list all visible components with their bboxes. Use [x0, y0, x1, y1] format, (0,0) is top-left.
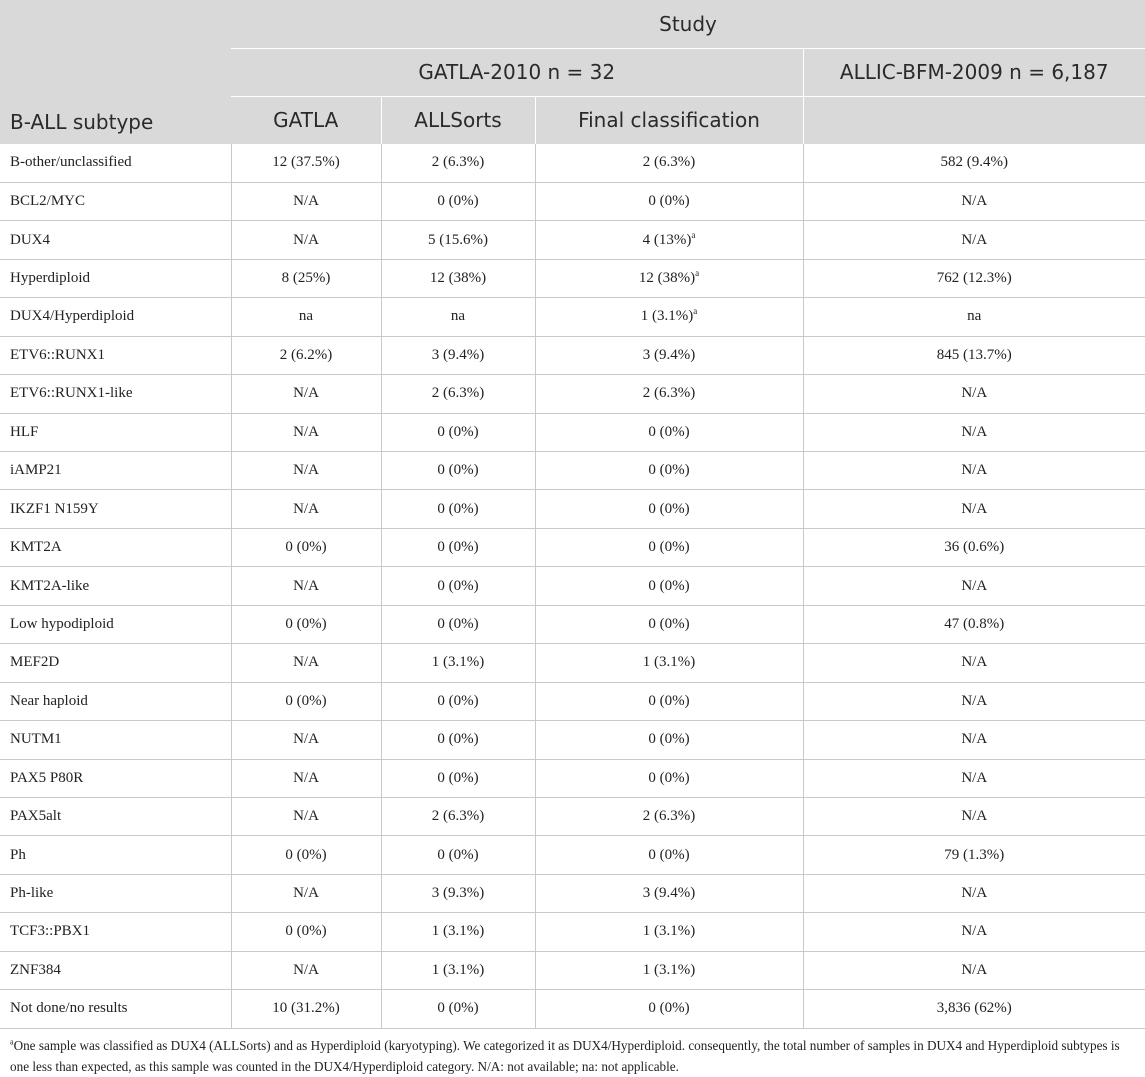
cell-allic-value: 845 (13.7%) [936, 346, 1012, 363]
cell-gatla-value: N/A [293, 654, 319, 671]
table-row [0, 951, 1145, 989]
cell-allsorts [381, 221, 535, 259]
cell-allsorts [381, 144, 535, 182]
cell-gatla-value: 0 (0%) [285, 846, 327, 863]
cell-allic [803, 836, 1145, 874]
cell-final [535, 913, 803, 951]
cell-allsorts-value: 1 (3.1%) [431, 961, 485, 978]
cell-final-value: 1 (3.1%) [640, 308, 694, 325]
cell-allsorts [381, 836, 535, 874]
cell-final-value: 1 (3.1%) [642, 961, 696, 978]
cell-final-value: 2 (6.3%) [642, 808, 696, 825]
cell-allsorts [381, 644, 535, 682]
cell-allic [803, 528, 1145, 566]
header-row-study [0, 0, 1145, 48]
cell-subtype [0, 221, 231, 259]
cell-final-value: 0 (0%) [648, 731, 690, 748]
cell-subtype-value: MEF2D [10, 654, 60, 671]
cell-gatla [231, 413, 381, 451]
cell-allsorts-value: 0 (0%) [437, 423, 479, 440]
cell-final [535, 259, 803, 297]
table-footnote [0, 1029, 1145, 1077]
cell-allsorts-value: 12 (38%) [429, 270, 487, 287]
cell-gatla-value: N/A [293, 231, 319, 248]
cell-allic-value: na [967, 308, 982, 325]
footnote-ref: a [693, 306, 698, 317]
cell-allic [803, 990, 1145, 1028]
cell-allic-value: 762 (12.3%) [936, 270, 1012, 287]
table-row [0, 221, 1145, 259]
cell-gatla [231, 528, 381, 566]
cell-gatla [231, 144, 381, 182]
cell-allsorts-value: 0 (0%) [437, 846, 479, 863]
cell-allic [803, 298, 1145, 336]
cell-final [535, 644, 803, 682]
footnote-ref: a [691, 229, 696, 240]
cell-allsorts [381, 490, 535, 528]
header-col-gatla: GATLA [231, 96, 381, 144]
cell-subtype-value: ETV6::RUNX1-like [10, 385, 133, 402]
cell-gatla [231, 797, 381, 835]
cell-allic [803, 644, 1145, 682]
cell-allsorts-value: 0 (0%) [437, 500, 479, 517]
cell-allsorts [381, 951, 535, 989]
cell-gatla-value: N/A [293, 423, 319, 440]
table-row [0, 721, 1145, 759]
cell-subtype [0, 682, 231, 720]
cell-subtype [0, 874, 231, 912]
cell-final [535, 836, 803, 874]
table-row [0, 836, 1145, 874]
cell-subtype-value: Low hypodiploid [10, 615, 114, 632]
cell-subtype [0, 144, 231, 182]
cell-final-value: 0 (0%) [648, 500, 690, 517]
table-row [0, 874, 1145, 912]
cell-allsorts [381, 913, 535, 951]
cell-gatla-value: N/A [293, 769, 319, 786]
cell-subtype [0, 298, 231, 336]
cell-final [535, 413, 803, 451]
cell-final [535, 874, 803, 912]
header-col-allsorts: ALLSorts [381, 96, 535, 144]
cell-allic-value: N/A [961, 423, 988, 440]
cell-allsorts [381, 375, 535, 413]
cell-allic [803, 874, 1145, 912]
cell-gatla [231, 259, 381, 297]
cell-allsorts-value: 0 (0%) [437, 615, 479, 632]
table-row [0, 528, 1145, 566]
cell-gatla-value: N/A [293, 500, 319, 517]
cell-subtype-value: Not done/no results [10, 1000, 128, 1017]
cell-subtype [0, 490, 231, 528]
cell-subtype-value: ZNF384 [10, 961, 61, 978]
cell-gatla-value: 8 (25%) [281, 270, 331, 287]
cell-allic-value: N/A [961, 231, 988, 248]
cell-gatla-value: 0 (0%) [285, 615, 327, 632]
cell-final-value: 12 (38%) [638, 270, 696, 287]
cell-gatla [231, 836, 381, 874]
cell-subtype-value: Near haploid [10, 692, 88, 709]
cell-allic [803, 913, 1145, 951]
cell-allsorts-value: 3 (9.4%) [431, 346, 485, 363]
cell-final-value: 1 (3.1%) [642, 923, 696, 940]
cell-gatla-value: 12 (37.5%) [272, 154, 340, 171]
cell-subtype [0, 259, 231, 297]
cell-gatla-value: N/A [293, 885, 319, 902]
cell-final-value: 0 (0%) [648, 193, 690, 210]
cell-gatla [231, 336, 381, 374]
cell-gatla [231, 605, 381, 643]
cell-allsorts-value: 1 (3.1%) [431, 654, 485, 671]
cell-allsorts [381, 452, 535, 490]
cell-final-value: 0 (0%) [648, 539, 690, 556]
table-row [0, 144, 1145, 182]
table-row [0, 913, 1145, 951]
cell-final-value: 1 (3.1%) [642, 654, 696, 671]
cell-final-value: 3 (9.4%) [642, 885, 696, 902]
cell-subtype [0, 336, 231, 374]
cell-final-value: 0 (0%) [648, 462, 690, 479]
cell-allic [803, 605, 1145, 643]
cell-subtype [0, 182, 231, 220]
header-col-allic [803, 96, 1145, 144]
cell-subtype [0, 375, 231, 413]
cell-gatla-value: 0 (0%) [285, 923, 327, 940]
cell-subtype-value: TCF3::PBX1 [10, 923, 91, 940]
cell-final-value: 3 (9.4%) [642, 346, 696, 363]
cell-gatla [231, 721, 381, 759]
cell-final-value: 0 (0%) [648, 423, 690, 440]
footnote-marker: a [10, 1037, 14, 1047]
cell-allsorts-value: 0 (0%) [437, 462, 479, 479]
cell-gatla [231, 221, 381, 259]
cell-allsorts [381, 298, 535, 336]
table-row [0, 644, 1145, 682]
cell-allic-value: N/A [961, 577, 988, 594]
cell-allic [803, 452, 1145, 490]
cell-allsorts [381, 759, 535, 797]
cell-subtype [0, 951, 231, 989]
cell-final [535, 490, 803, 528]
cell-gatla [231, 375, 381, 413]
table-body [0, 144, 1145, 1028]
cell-final-value: 0 (0%) [648, 577, 690, 594]
cell-subtype-value: iAMP21 [10, 462, 62, 479]
cell-allic [803, 951, 1145, 989]
cell-allic [803, 182, 1145, 220]
header-study: Study [231, 0, 1145, 48]
table-row [0, 336, 1145, 374]
cell-final [535, 951, 803, 989]
cell-subtype-value: B-other/unclassified [10, 154, 132, 171]
cell-final [535, 182, 803, 220]
cell-allic [803, 375, 1145, 413]
cell-gatla [231, 874, 381, 912]
cell-allic [803, 144, 1145, 182]
cell-final-value: 0 (0%) [648, 846, 690, 863]
cell-gatla-value: N/A [293, 193, 319, 210]
cell-allic-value: N/A [961, 193, 988, 210]
cell-allic [803, 682, 1145, 720]
cell-final [535, 336, 803, 374]
cell-allsorts-value: 0 (0%) [437, 1000, 479, 1017]
cell-final [535, 375, 803, 413]
cell-subtype [0, 605, 231, 643]
header-allic-group: ALLIC-BFM-2009 n = 6,187 [803, 48, 1145, 96]
cell-gatla-value: 2 (6.2%) [279, 346, 333, 363]
cell-allic-value: 36 (0.6%) [944, 539, 1005, 556]
cell-final [535, 452, 803, 490]
cell-final [535, 567, 803, 605]
cell-subtype-value: KMT2A [10, 539, 62, 556]
table-row [0, 797, 1145, 835]
cell-final-value: 0 (0%) [648, 1000, 690, 1017]
cell-subtype [0, 452, 231, 490]
cell-gatla [231, 682, 381, 720]
cell-final-value: 0 (0%) [648, 769, 690, 786]
cell-gatla [231, 490, 381, 528]
cell-allic-value: N/A [961, 654, 988, 671]
cell-subtype [0, 567, 231, 605]
cell-gatla-value: N/A [293, 462, 319, 479]
cell-gatla [231, 990, 381, 1028]
cell-allsorts [381, 721, 535, 759]
cell-subtype-value: PAX5alt [10, 808, 62, 825]
table-row [0, 413, 1145, 451]
cell-subtype-value: HLF [10, 423, 39, 440]
header-subtype: B-ALL subtype [0, 0, 231, 144]
cell-allsorts [381, 182, 535, 220]
cell-subtype-value: DUX4/Hyperdiploid [10, 308, 135, 325]
footnote-ref: a [695, 268, 700, 279]
cell-allic-value: N/A [961, 500, 988, 517]
cell-allic [803, 759, 1145, 797]
header-col-final: Final classification [535, 96, 803, 144]
cell-allic-value: N/A [961, 692, 988, 709]
footnote-text: One sample was classified as DUX4 (ALLSorts) and as Hyperdiploid (karyotyping). We categorized it as DUX4/Hyperdiploid. consequently, the total number of samples in DUX4 and Hyperdiploid subtypes is one less than expected, as this sample was counted in the DUX4/Hyperdiploid category. N/A: not available; na: not applicable. [10, 1037, 1120, 1074]
table-row [0, 759, 1145, 797]
cell-subtype-value: Ph [10, 846, 26, 863]
cell-subtype [0, 644, 231, 682]
cell-allsorts-value: 3 (9.3%) [431, 885, 485, 902]
cell-gatla-value: 0 (0%) [285, 539, 327, 556]
cell-final [535, 759, 803, 797]
cell-allic-value: N/A [961, 961, 988, 978]
cell-allic-value: N/A [961, 462, 988, 479]
cell-gatla [231, 567, 381, 605]
cell-subtype [0, 759, 231, 797]
cell-gatla-value: N/A [293, 961, 319, 978]
cell-allic-value: 3,836 (62%) [936, 1000, 1012, 1017]
cell-allsorts-value: 1 (3.1%) [431, 923, 485, 940]
cell-allsorts [381, 528, 535, 566]
cell-gatla [231, 913, 381, 951]
cell-subtype [0, 528, 231, 566]
cell-subtype [0, 721, 231, 759]
cell-subtype [0, 990, 231, 1028]
cell-final [535, 298, 803, 336]
cell-subtype-value: ETV6::RUNX1 [10, 346, 105, 363]
cell-allic [803, 221, 1145, 259]
cell-allsorts [381, 413, 535, 451]
cell-allsorts-value: 0 (0%) [437, 692, 479, 709]
cell-gatla-value: N/A [293, 577, 319, 594]
cell-allsorts [381, 874, 535, 912]
cell-final-value: 0 (0%) [648, 615, 690, 632]
table-row [0, 375, 1145, 413]
cell-allic-value: N/A [961, 885, 988, 902]
cell-allsorts [381, 567, 535, 605]
cell-allic-value: 47 (0.8%) [944, 615, 1005, 632]
cell-subtype-value: NUTM1 [10, 731, 62, 748]
cell-allsorts-value: 2 (6.3%) [431, 154, 485, 171]
cell-gatla-value: N/A [293, 808, 319, 825]
cell-gatla-value: N/A [293, 731, 319, 748]
cell-allsorts-value: na [450, 308, 466, 325]
cell-final [535, 990, 803, 1028]
cell-gatla-value: N/A [293, 385, 319, 402]
cell-allsorts-value: 2 (6.3%) [431, 808, 485, 825]
cell-allic-value: 79 (1.3%) [944, 846, 1005, 863]
cell-final-value: 2 (6.3%) [642, 385, 696, 402]
cell-allsorts [381, 797, 535, 835]
cell-allic [803, 413, 1145, 451]
cell-gatla-value: 0 (0%) [285, 692, 327, 709]
cell-final [535, 221, 803, 259]
header-gatla-group: GATLA-2010 n = 32 [231, 48, 803, 96]
cell-gatla-value: na [298, 308, 314, 325]
table-row [0, 452, 1145, 490]
cell-subtype [0, 413, 231, 451]
cell-final [535, 682, 803, 720]
cell-subtype-value: Ph-like [10, 885, 54, 902]
cell-allic [803, 490, 1145, 528]
cell-allsorts [381, 990, 535, 1028]
cell-allsorts [381, 682, 535, 720]
cell-final-value: 4 (13%) [642, 231, 692, 248]
cell-subtype [0, 797, 231, 835]
cell-final [535, 721, 803, 759]
table-row [0, 605, 1145, 643]
cell-allic-value: N/A [961, 731, 988, 748]
cell-allic-value: N/A [961, 769, 988, 786]
cell-gatla [231, 951, 381, 989]
cell-subtype-value: BCL2/MYC [10, 193, 86, 210]
cell-allsorts-value: 0 (0%) [437, 193, 479, 210]
cell-allic-value: 582 (9.4%) [940, 154, 1008, 171]
cell-allsorts-value: 0 (0%) [437, 731, 479, 748]
cell-final [535, 528, 803, 566]
cell-allsorts-value: 0 (0%) [437, 539, 479, 556]
cell-subtype [0, 913, 231, 951]
cell-gatla [231, 644, 381, 682]
cell-subtype-value: Hyperdiploid [10, 270, 90, 287]
cell-allic-value: N/A [961, 808, 988, 825]
cell-allic [803, 259, 1145, 297]
cell-allic [803, 721, 1145, 759]
cell-gatla-value: 10 (31.2%) [272, 1000, 340, 1017]
cell-allic [803, 336, 1145, 374]
cell-final [535, 144, 803, 182]
cell-allsorts [381, 259, 535, 297]
cell-subtype-value: DUX4 [10, 231, 50, 248]
table-row [0, 567, 1145, 605]
cell-final [535, 797, 803, 835]
cell-allsorts-value: 5 (15.6%) [428, 231, 488, 248]
cell-gatla [231, 452, 381, 490]
cell-gatla [231, 759, 381, 797]
cell-final [535, 605, 803, 643]
cell-allsorts [381, 605, 535, 643]
table-row [0, 990, 1145, 1028]
cell-subtype-value: IKZF1 N159Y [10, 500, 99, 517]
cell-allic [803, 797, 1145, 835]
table-row [0, 182, 1145, 220]
table-row [0, 259, 1145, 297]
cell-allsorts [381, 336, 535, 374]
cell-allsorts-value: 0 (0%) [437, 769, 479, 786]
cell-subtype-value: PAX5 P80R [10, 769, 84, 786]
cell-allic-value: N/A [961, 385, 988, 402]
table-header [0, 0, 1145, 144]
cell-gatla [231, 182, 381, 220]
cell-gatla [231, 298, 381, 336]
cell-allic-value: N/A [961, 923, 988, 940]
cell-allsorts-value: 0 (0%) [437, 577, 479, 594]
table-row [0, 682, 1145, 720]
cell-allsorts-value: 2 (6.3%) [431, 385, 485, 402]
table-row [0, 298, 1145, 336]
cell-subtype [0, 836, 231, 874]
cell-subtype-value: KMT2A-like [10, 577, 90, 594]
cell-final-value: 0 (0%) [648, 692, 690, 709]
cell-allic [803, 567, 1145, 605]
cell-final-value: 2 (6.3%) [642, 154, 696, 171]
table-row [0, 490, 1145, 528]
